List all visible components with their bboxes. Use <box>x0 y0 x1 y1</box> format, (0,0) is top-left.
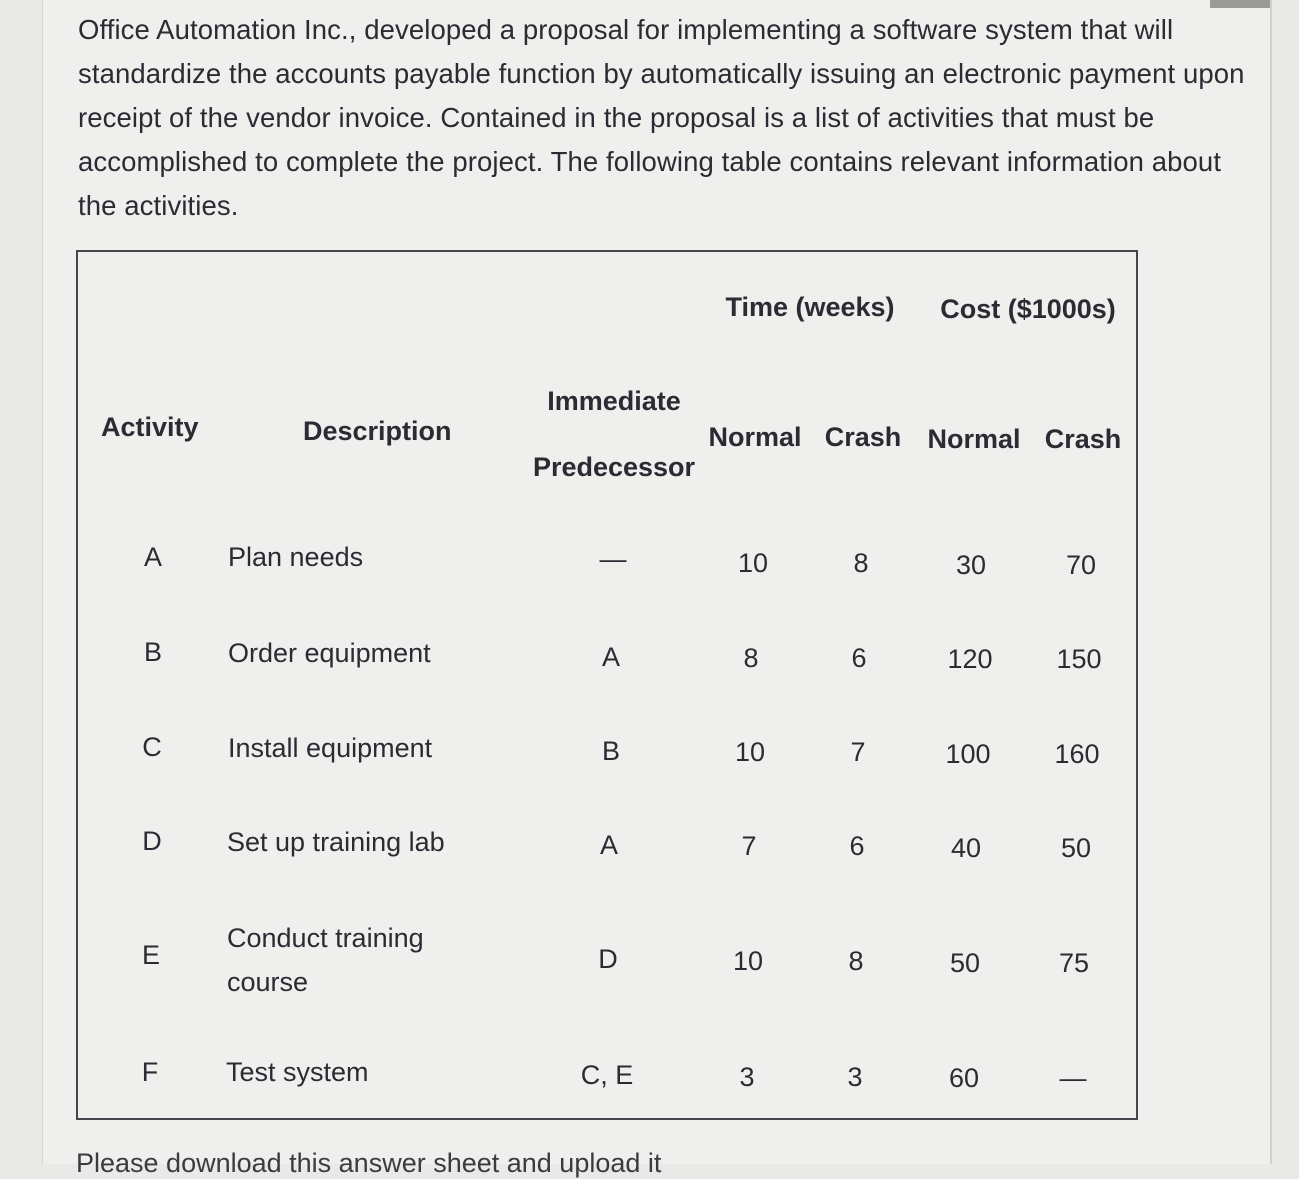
row-d-cost-crash: 50 <box>1060 833 1092 863</box>
row-a-predecessor: — <box>599 544 627 574</box>
cost-normal-header: Normal <box>927 424 1021 454</box>
row-b-activity: B <box>143 637 163 667</box>
row-e-description: Conduct training course <box>227 923 424 997</box>
row-d-activity: D <box>142 826 162 856</box>
row-c-activity: C <box>142 732 162 762</box>
page-edge <box>1210 0 1270 8</box>
row-e-time-crash: 8 <box>848 946 864 976</box>
row-f-time-normal: 3 <box>739 1062 755 1092</box>
row-e-cost-normal: 50 <box>949 948 981 978</box>
row-b-description: Order equipment <box>228 638 431 668</box>
row-b-cost-crash: 150 <box>1056 644 1102 674</box>
cost-group-header: Cost ($1000s) <box>940 294 1116 324</box>
row-a-cost-crash: 70 <box>1065 550 1097 580</box>
row-d-time-crash: 6 <box>849 831 865 861</box>
row-c-predecessor: B <box>601 736 621 766</box>
cost-crash-header: Crash <box>1044 424 1122 454</box>
row-e-time-normal: 10 <box>732 946 764 976</box>
row-c-time-normal: 10 <box>734 737 766 767</box>
row-e-activity: E <box>141 940 161 970</box>
activity-table <box>76 250 1138 1120</box>
row-a-description: Plan needs <box>228 542 364 572</box>
row-c-cost-normal: 100 <box>945 739 991 769</box>
row-a-time-crash: 8 <box>853 548 869 578</box>
row-e-predecessor: D <box>598 944 618 974</box>
row-d-description: Set up training lab <box>227 827 445 857</box>
row-f-description: Test system <box>226 1057 369 1087</box>
row-a-time-normal: 10 <box>737 548 769 578</box>
time-crash-header: Crash <box>824 422 902 452</box>
row-a-cost-normal: 30 <box>955 550 987 580</box>
row-d-time-normal: 7 <box>741 831 757 861</box>
row-c-time-crash: 7 <box>850 737 866 767</box>
time-group-header: Time (weeks) <box>725 292 895 322</box>
intro-paragraph: Office Automation Inc., developed a proposal for implementing a software system that will standardize the accounts payable function by automatically issuing an electronic payment upon receipt of the vendor invoice. Contained in the proposal is a list of activities that must be accomplished to complete the project. The following table contains relevant information about the activities. <box>78 14 1245 221</box>
row-f-predecessor: C, E <box>580 1060 634 1090</box>
row-b-time-crash: 6 <box>851 643 867 673</box>
row-f-cost-normal: 60 <box>948 1063 980 1093</box>
row-b-time-normal: 8 <box>743 643 759 673</box>
row-b-cost-normal: 120 <box>947 644 993 674</box>
description-header: Description <box>303 416 452 446</box>
row-e-cost-crash: 75 <box>1058 948 1090 978</box>
row-f-cost-crash: — <box>1059 1063 1087 1093</box>
predecessor-header-line1: Immediate <box>547 386 681 416</box>
row-b-predecessor: A <box>601 642 621 672</box>
footer-instruction: Please download this answer sheet and upload it <box>76 1148 662 1178</box>
activity-header: Activity <box>101 412 199 442</box>
row-f-time-crash: 3 <box>847 1062 863 1092</box>
row-c-description: Install equipment <box>228 733 433 763</box>
row-a-activity: A <box>143 542 163 572</box>
row-f-activity: F <box>141 1057 159 1087</box>
time-normal-header: Normal <box>708 422 802 452</box>
row-d-cost-normal: 40 <box>950 833 982 863</box>
predecessor-header-line2: Predecessor <box>532 452 696 482</box>
row-d-predecessor: A <box>599 830 619 860</box>
row-c-cost-crash: 160 <box>1054 739 1100 769</box>
